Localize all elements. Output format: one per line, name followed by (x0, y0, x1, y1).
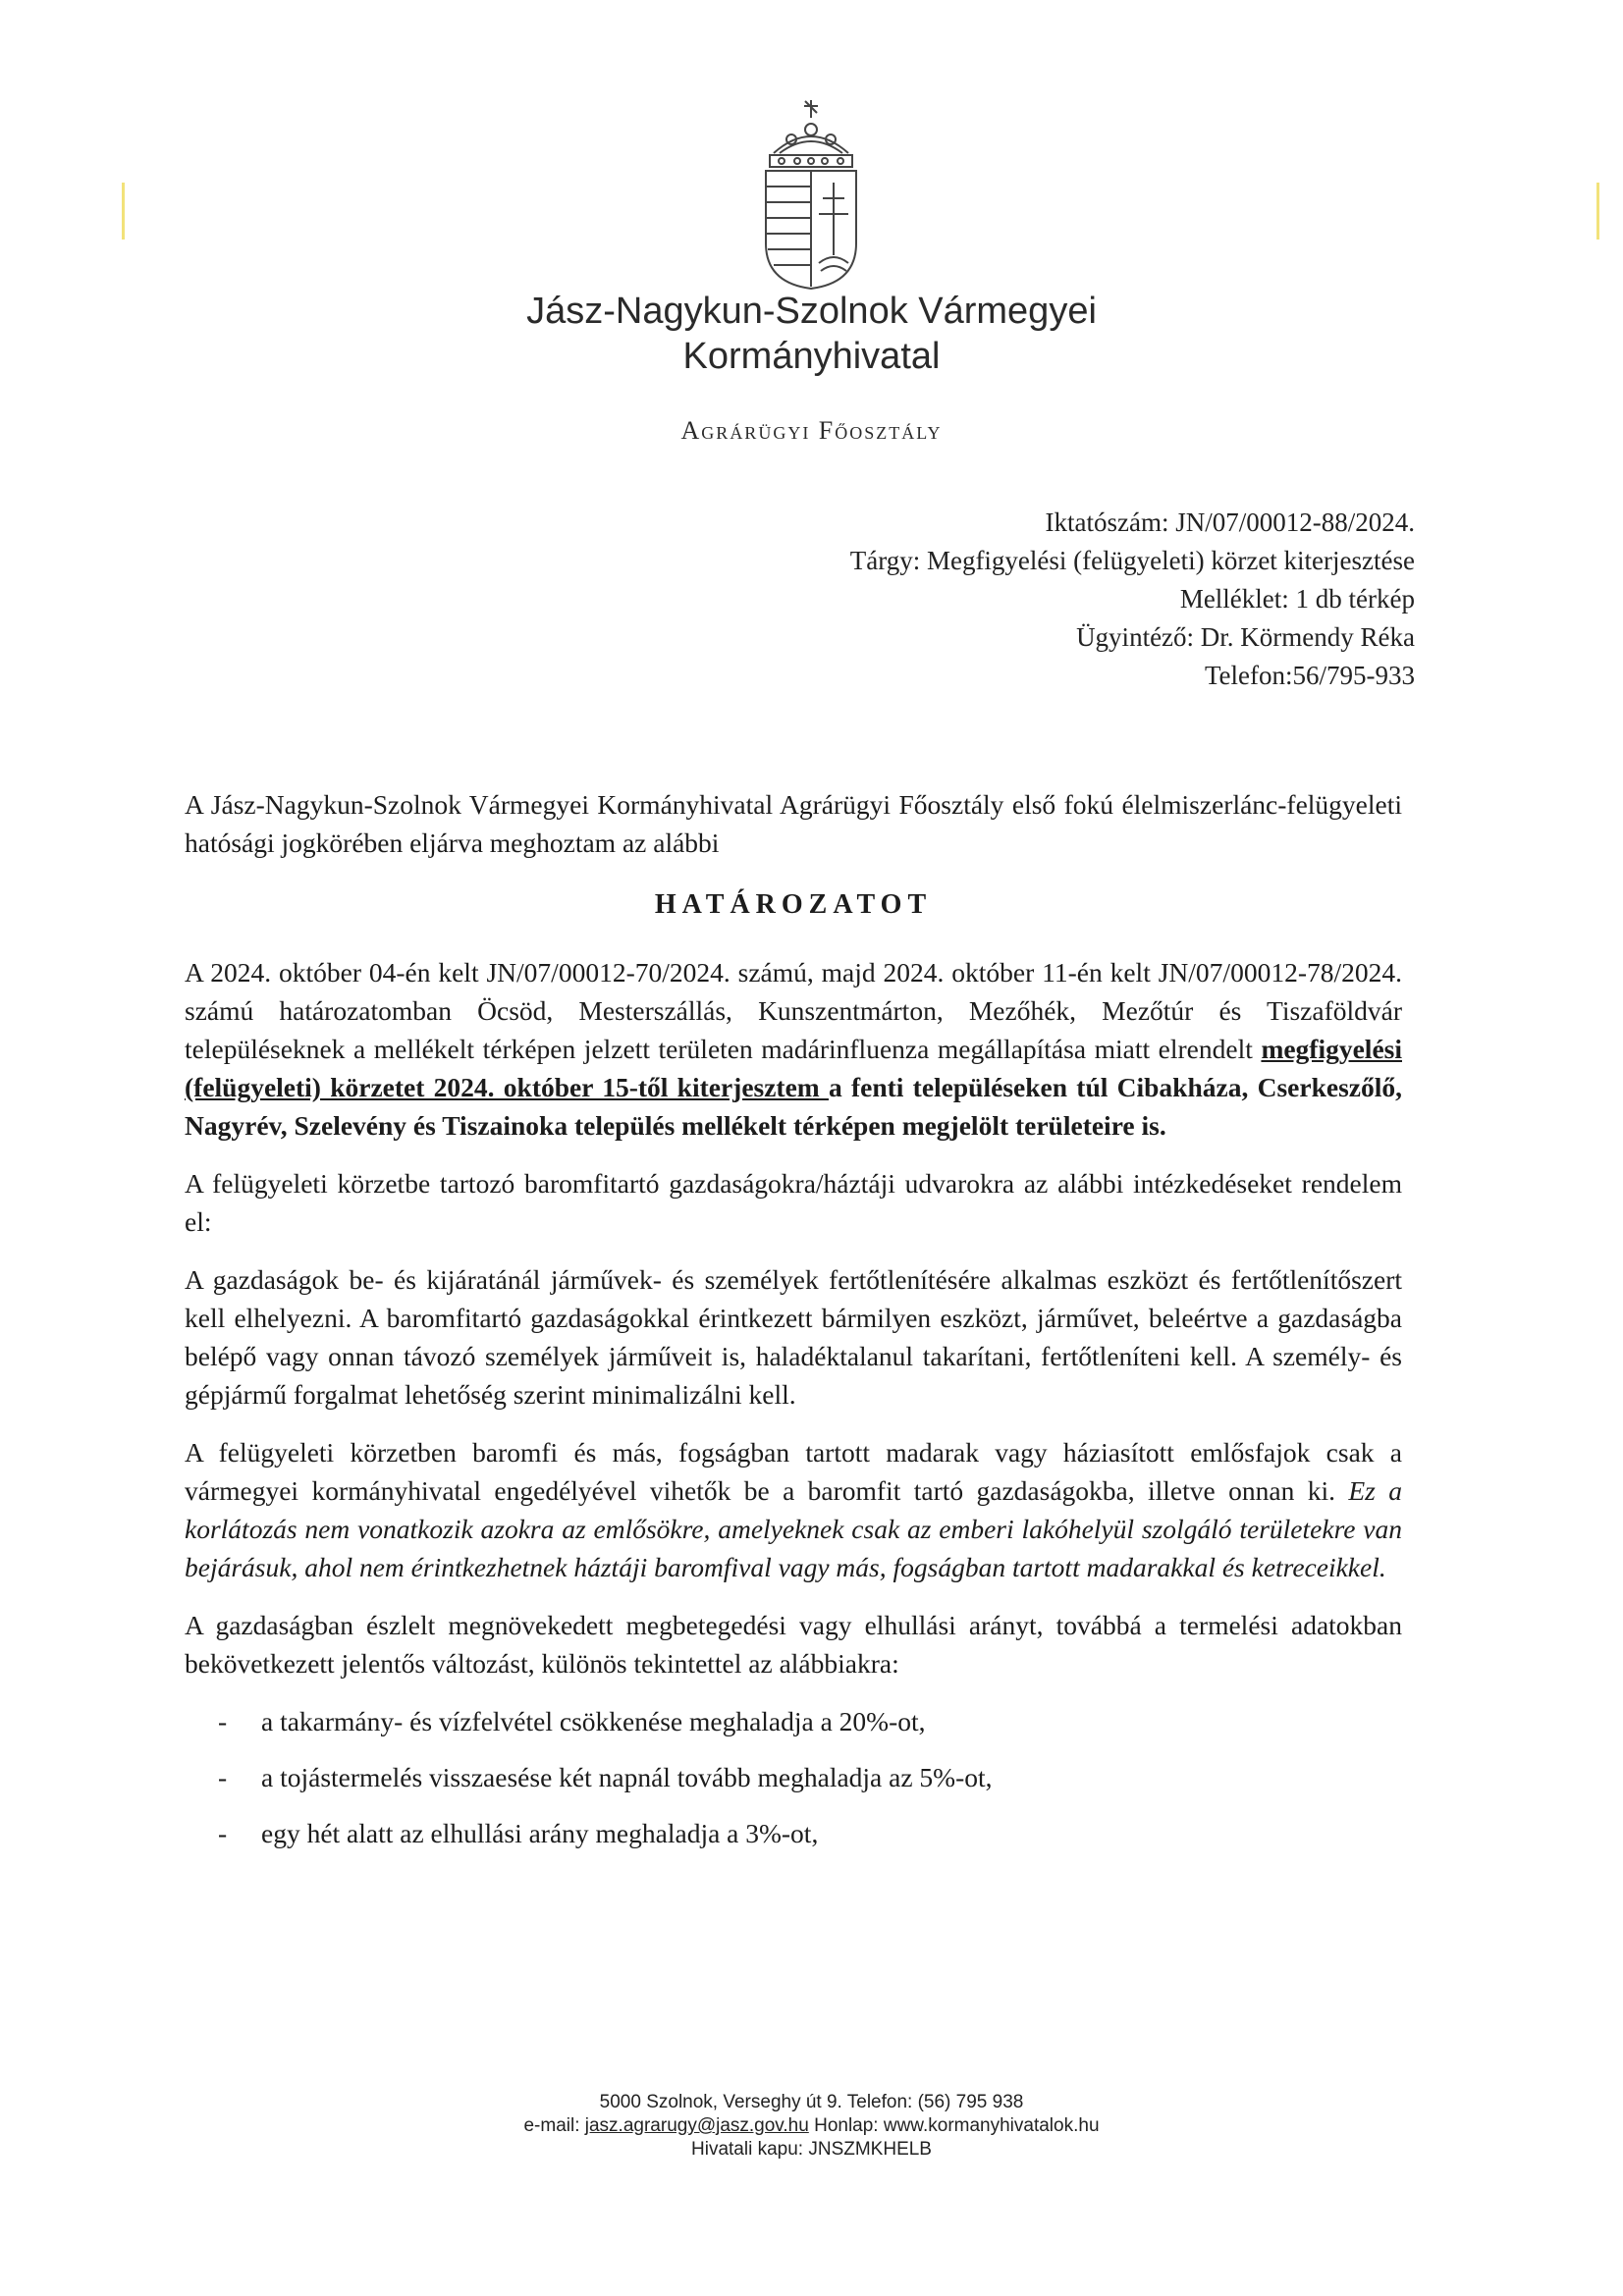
footer-address: 5000 Szolnok, Verseghy út 9. Telefon: (56) 795 938 (599, 2092, 1024, 2112)
criteria-list (185, 1702, 1402, 1852)
department-name: Agrárügyi Főosztály (680, 416, 943, 445)
footer-email-link[interactable]: jasz.agrarugy@jasz.gov.hu (584, 2115, 809, 2136)
footer-contact (0, 2114, 1623, 2138)
decision-text-part1: A 2024. október 04-én kelt JN/07/00012-70/2024. számú, majd 2024. október 11-én kelt JN/07/00012-78/2024. számú határozatomban Öcsöd, Mesterszállás, Kunszentmárton, Mezőhék, Mezőtúr és Tiszaföldvár településeknek a mellékelt térképen jelzett területen madárinfluenza megállapítása miatt elrendelt (185, 957, 1402, 1064)
footer-email-label: e-mail: (523, 2115, 585, 2136)
document-metadata (850, 504, 1415, 695)
list-item: - a takarmány- és vízfelvétel csökkenése meghaladja a 20%-ot, (185, 1702, 1402, 1740)
footer-gateway: Hivatali kapu: JNSZMKHELB (691, 2139, 932, 2160)
list-item: - a tojástermelés visszaesése két napnál tovább meghaladja az 5%-ot, (185, 1758, 1402, 1796)
margin-mark-left (122, 183, 125, 240)
reference-number: Iktatószám: JN/07/00012-88/2024. (1045, 507, 1415, 537)
hungarian-coat-of-arms-icon (752, 96, 870, 293)
movement-text: A felügyeleti körzetben baromfi és más, fogságban tartott madarak vagy háziasított emlősfajok csak a vármegyei kormányhivatal engedélyével vihetők be a baromfit tartó gazdaságokba, illetve onnan ki. (185, 1437, 1402, 1506)
document-body (185, 785, 1402, 1870)
disinfection-paragraph: A gazdaságok be- és kijáratánál járművek- és személyek fertőtlenítésére alkalmas eszközt és fertőtlenítőszert kell elhelyezni. A baromfitartó gazdaságokkal érintkezett bármilyen eszközt, járművet, beleértve a gazdaságba belépő vagy onnan távozó személyek járműveit is, haladéktalanul takarítani, fertőtleníteni kell. A személy- és gépjármű forgalmat lehetőség szerint minimalizálni kell. (185, 1264, 1402, 1410)
margin-mark-right (1596, 183, 1599, 240)
measures-intro-paragraph: A felügyeleti körzetbe tartozó baromfitartó gazdaságokra/háztáji udvarokra az alábbi intézkedéseket rendelem el: (185, 1168, 1402, 1237)
page-footer (0, 2091, 1623, 2162)
decision-title: HATÁROZATOT (654, 889, 933, 920)
agency-name-line2: Kormányhivatal (682, 336, 941, 377)
movement-exception-text: Ez a korlátozás nem vonatkozik azokra az emlősökre, amelyeknek csak az emberi lakóhelyül szolgáló területekre van bejárásuk, ahol nem érintkezhetnek háztáji baromfival vagy más, fogságban tartott madarakkal és ketreceikkel. (185, 1475, 1402, 1582)
list-item: - egy hét alatt az elhullási arány meghaladja a 3%-ot, (185, 1814, 1402, 1852)
footer-website: Honlap: www.kormanyhivatalok.hu (808, 2115, 1100, 2136)
report-intro-paragraph: A gazdaságban észlelt megnövekedett megbetegedési vagy elhullási arányt, továbbá a termelési adatokban bekövetkezett jelentős változást, különös tekintettel az alábbiakra: (185, 1610, 1402, 1679)
subject-line: Tárgy: Megfigyelési (felügyeleti) körzet kiterjesztése (849, 546, 1415, 575)
movement-paragraph (185, 1433, 1402, 1586)
decision-text-part3: a fenti településeken túl Cibakháza, Cserkeszőlő, Nagyrév, Szelevény és Tiszainoka település mellékelt térképen megjelölt területeire is. (185, 1072, 1402, 1141)
administrator-line: Ügyintéző: Dr. Körmendy Réka (1076, 622, 1415, 652)
decision-paragraph (185, 953, 1402, 1145)
agency-name-line1: Jász-Nagykun-Szolnok Vármegyei (526, 291, 1097, 332)
decision-text-part2: megfigyelési (felügyeleti) körzetet 2024. október 15-től kiterjesztem (185, 1034, 1402, 1102)
attachment-line: Melléklet: 1 db térkép (1179, 584, 1415, 614)
phone-line: Telefon:56/795-933 (1204, 661, 1415, 690)
intro-paragraph: A Jász-Nagykun-Szolnok Vármegyei Kormányhivatal Agrárügyi Főosztály első fokú élelmiszerlánc-felügyeleti hatósági jogkörében eljárva meghoztam az alábbi (185, 789, 1402, 858)
